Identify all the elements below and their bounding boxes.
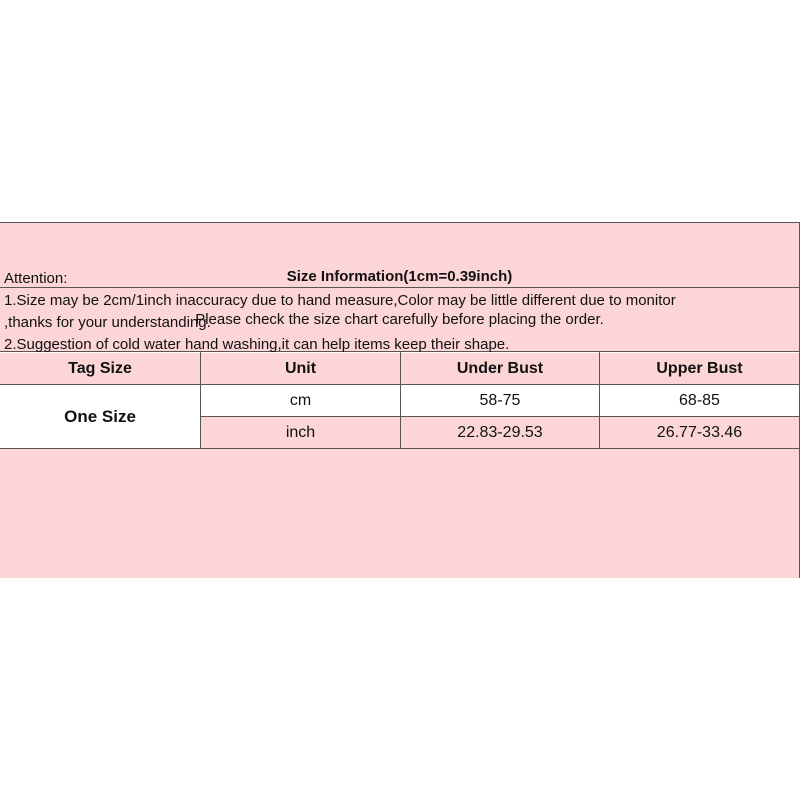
header-upper-bust: Upper Bust bbox=[600, 353, 799, 384]
notice-text: Please check the size chart carefully before placing the order. bbox=[195, 311, 604, 328]
upper-bust-cm: 68-85 bbox=[600, 385, 799, 416]
attention-line-1: 1.Size may be 2cm/1inch inaccuracy due to hand measure,Color may be little different due to monitor bbox=[4, 292, 676, 309]
unit-cm: cm bbox=[201, 385, 400, 416]
unit-inch: inch bbox=[201, 417, 400, 448]
header-under-bust: Under Bust bbox=[401, 353, 599, 384]
attention-heading: Attention: bbox=[4, 270, 68, 287]
grid-line bbox=[200, 352, 201, 448]
under-bust-cm: 58-75 bbox=[401, 385, 599, 416]
upper-bust-inch: 26.77-33.46 bbox=[600, 417, 799, 448]
grid-line bbox=[400, 352, 401, 448]
header-tag-size: Tag Size bbox=[0, 353, 200, 384]
header-unit: Unit bbox=[201, 353, 400, 384]
attention-notes bbox=[4, 268, 676, 356]
attention-line-3: 2.Suggestion of cold water hand washing,it can help items keep their shape. bbox=[4, 336, 510, 353]
grid-line bbox=[201, 416, 799, 417]
grid-line bbox=[599, 352, 600, 448]
under-bust-inch: 22.83-29.53 bbox=[401, 417, 599, 448]
tag-size-one-size: One Size bbox=[0, 385, 200, 448]
attention-section bbox=[0, 449, 799, 578]
attention-line-2: ,thanks for your understanding. bbox=[4, 314, 211, 331]
size-chart-title: Size Information(1cm=0.39inch) bbox=[286, 268, 513, 285]
